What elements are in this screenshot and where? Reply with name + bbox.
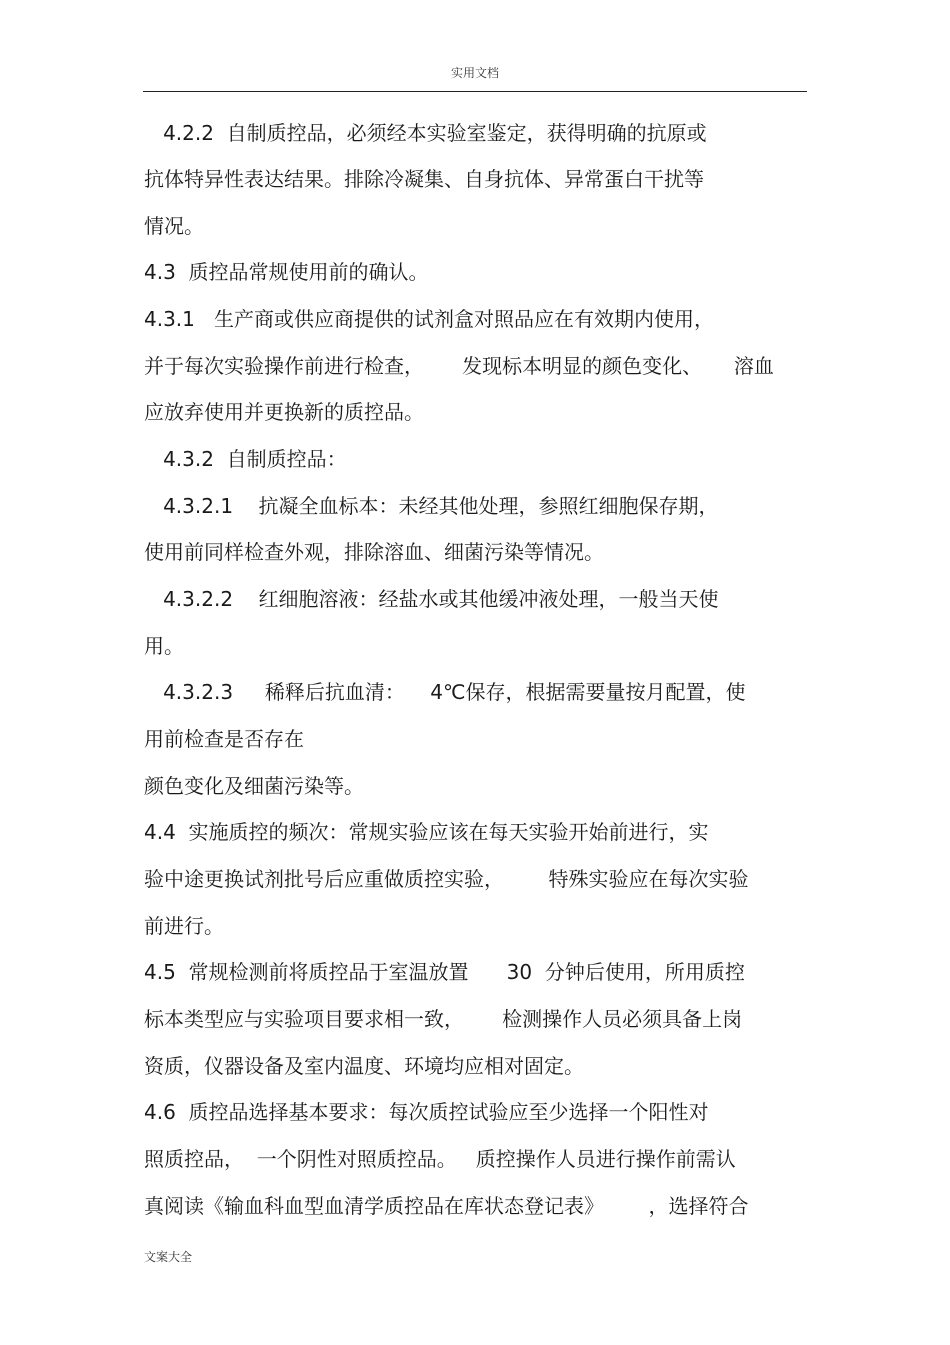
text-line: 4.6 质控品选择基本要求：每次质控试验应至少选择一个阳性对 [144, 1100, 709, 1124]
text-line: 使用前同样检查外观，排除溶血、细菌污染等情况。 [144, 540, 604, 564]
text-line: 验中途更换试剂批号后应重做质控实验， 特殊实验应在每次实验 [144, 867, 749, 891]
text-line: 4.2.2 自制质控品，必须经本实验室鉴定，获得明确的抗原或 [144, 121, 707, 145]
text-line: 4.3.2.1 抗凝全血标本：未经其他处理，参照红细胞保存期， [144, 494, 719, 518]
text-line: 4.3 质控品常规使用前的确认。 [144, 260, 429, 284]
text-line: 并于每次实验操作前进行检查， 发现标本明显的颜色变化、 溶血 [144, 354, 774, 378]
text-line: 4.3.2.3 稀释后抗血清： 4℃保存，根据需要量按月配置，使 [144, 680, 746, 704]
page-footer: 文案大全 [144, 1250, 193, 1264]
text-line: 4.4 实施质控的频次：常规实验应该在每天实验开始前进行，实 [144, 820, 709, 844]
text-line: 标本类型应与实验项目要求相一致， 检测操作人员必须具备上岗 [144, 1007, 743, 1031]
text-line: 应放弃使用并更换新的质控品。 [144, 400, 424, 424]
text-line: 4.3.2 自制质控品： [144, 447, 347, 471]
text-line: 用前检查是否存在 [144, 727, 304, 751]
text-line: 用。 [144, 634, 184, 658]
text-line: 资质，仪器设备及室内温度、环境均应相对固定。 [144, 1054, 584, 1078]
text-line: 真阅读《输血科血型血清学质控品在库状态登记表》 ，选择符合 [144, 1194, 749, 1218]
text-line: 抗体特异性表达结果。排除冷凝集、自身抗体、异常蛋白干扰等 [144, 167, 704, 191]
text-line: 4.3.1 生产商或供应商提供的试剂盒对照品应在有效期内使用， [144, 307, 714, 331]
text-line: 颜色变化及细菌污染等。 [144, 774, 364, 798]
text-line: 4.3.2.2 红细胞溶液：经盐水或其他缓冲液处理，一般当天使 [144, 587, 719, 611]
page-header: 实用文档 [450, 66, 499, 80]
text-line: 4.5 常规检测前将质控品于室温放置 30 分钟后使用，所用质控 [144, 960, 745, 984]
header-rule [143, 91, 807, 92]
text-line: 照质控品， 一个阴性对照质控品。 质控操作人员进行操作前需认 [144, 1147, 736, 1171]
text-line: 前进行。 [144, 914, 224, 938]
text-line: 情况。 [144, 214, 204, 238]
